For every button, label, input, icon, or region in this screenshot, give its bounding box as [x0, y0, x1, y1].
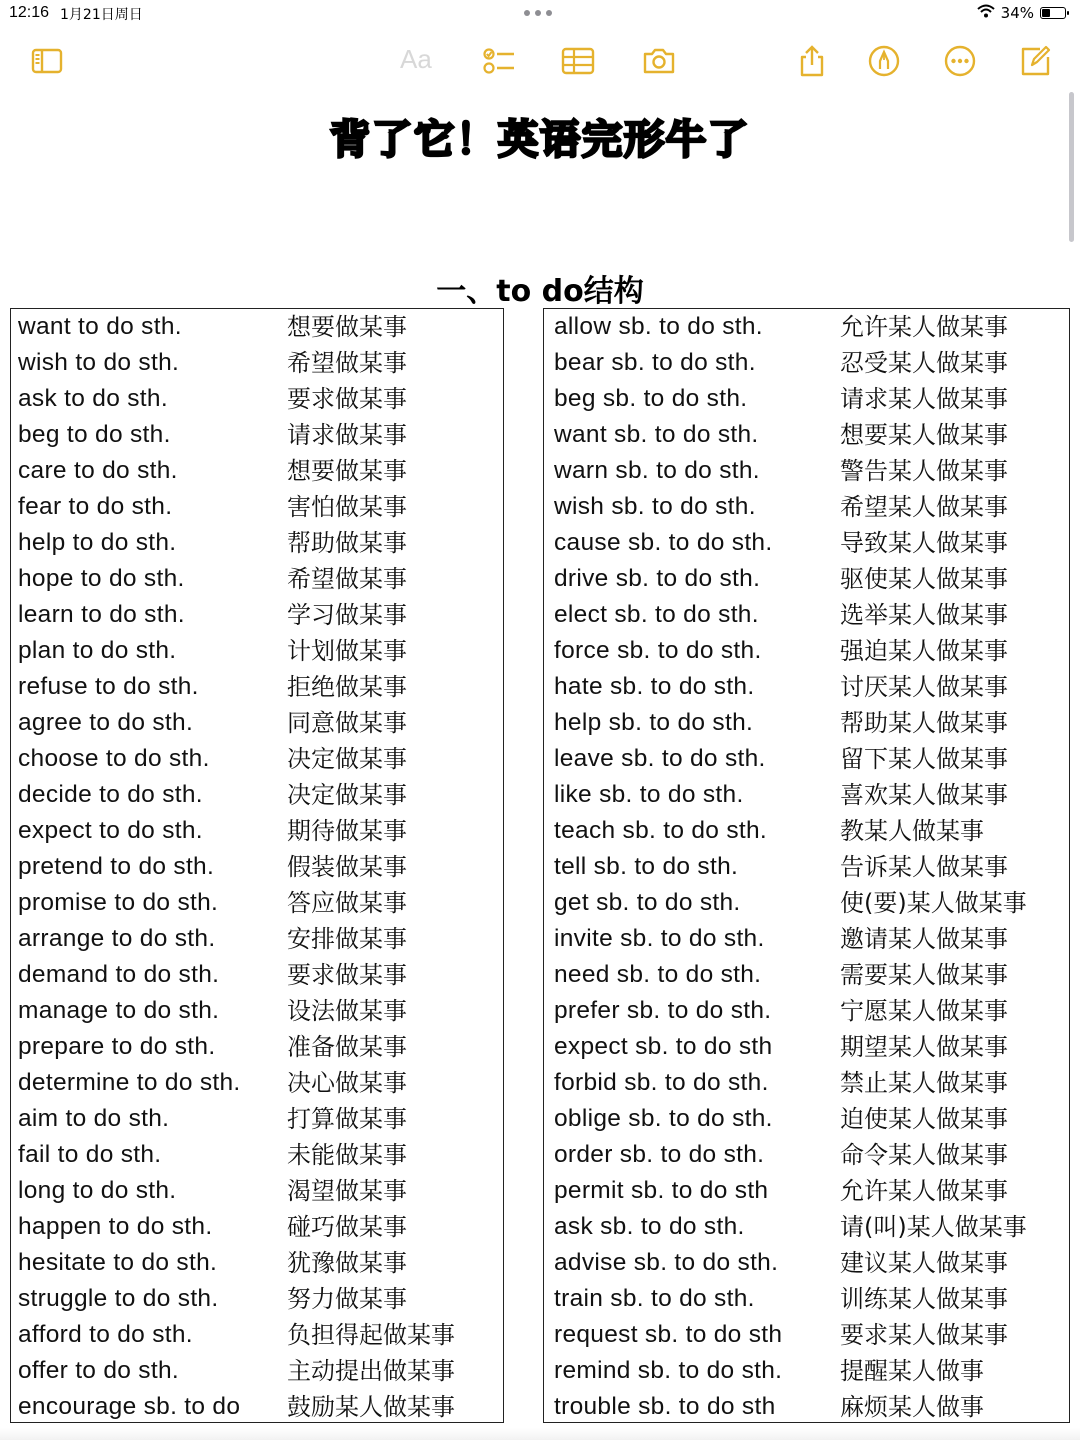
- phrase-row: [11, 1281, 503, 1317]
- phrase-chinese: 帮助某人做某事: [840, 709, 1008, 737]
- phrase-chinese: 邀请某人做某事: [840, 925, 1008, 953]
- phrase-row: [11, 669, 503, 705]
- phrase-chinese: 忍受某人做某事: [840, 349, 1008, 377]
- phrase-row: [544, 1245, 1069, 1281]
- phrase-chinese: 期望某人做某事: [840, 1033, 1008, 1061]
- battery-icon: [1040, 7, 1066, 19]
- phrase-chinese: 选举某人做某事: [840, 601, 1008, 629]
- phrase-chinese: 决心做某事: [287, 1069, 407, 1097]
- phrase-row: [544, 381, 1069, 417]
- phrase-row: [11, 309, 503, 345]
- phrase-row: [11, 1101, 503, 1137]
- phrase-chinese: 强迫某人做某事: [840, 637, 1008, 665]
- phrase-english: struggle to do sth.: [18, 1285, 219, 1312]
- bottom-edge: [0, 1428, 1080, 1440]
- phrase-chinese: 需要某人做某事: [840, 961, 1008, 989]
- phrase-english: advise sb. to do sth.: [554, 1249, 779, 1276]
- phrase-row: [11, 489, 503, 525]
- phrase-chinese: 告诉某人做某事: [840, 853, 1008, 881]
- phrase-row: [544, 1137, 1069, 1173]
- phrase-row: [544, 345, 1069, 381]
- phrase-chinese: 导致某人做某事: [840, 529, 1008, 557]
- phrase-english: elect sb. to do sth.: [554, 601, 759, 628]
- phrase-english: order sb. to do sth.: [554, 1141, 765, 1168]
- phrase-chinese: 负担得起做某事: [287, 1321, 455, 1349]
- phrase-english: beg to do sth.: [18, 421, 171, 448]
- phrase-row: [544, 885, 1069, 921]
- phrase-chinese: 主动提出做某事: [287, 1357, 455, 1385]
- phrase-english: prepare to do sth.: [18, 1033, 216, 1060]
- phrase-chinese: 要求做某事: [287, 385, 407, 413]
- phrase-row: [11, 633, 503, 669]
- phrase-english: teach sb. to do sth.: [554, 817, 768, 844]
- phrase-chinese: 提醒某人做事: [840, 1357, 984, 1385]
- phrase-english: hesitate to do sth.: [18, 1249, 218, 1276]
- phrase-english: ask sb. to do sth.: [554, 1213, 745, 1240]
- phrase-chinese: 努力做某事: [287, 1285, 407, 1313]
- phrase-english: cause sb. to do sth.: [554, 529, 773, 556]
- phrase-row: [11, 1065, 503, 1101]
- phrase-row: [11, 1137, 503, 1173]
- phrase-row: [544, 633, 1069, 669]
- battery-fill: [1042, 9, 1050, 17]
- phrase-chinese: 安排做某事: [287, 925, 407, 953]
- phrase-row: [11, 741, 503, 777]
- phrase-english: trouble sb. to do sth: [554, 1393, 776, 1420]
- phrase-chinese: 学习做某事: [287, 601, 407, 629]
- phrase-chinese: 犹豫做某事: [287, 1249, 407, 1277]
- phrase-chinese: 希望某人做某事: [840, 493, 1008, 521]
- phrase-chinese: 讨厌某人做某事: [840, 673, 1008, 701]
- phrase-chinese: 请求某人做某事: [840, 385, 1008, 413]
- phrase-english: long to do sth.: [18, 1177, 177, 1204]
- phrase-row: [11, 417, 503, 453]
- phrase-english: tell sb. to do sth.: [554, 853, 739, 880]
- phrase-row: [11, 849, 503, 885]
- phrase-english: ask to do sth.: [18, 385, 168, 412]
- phrase-english: choose to do sth.: [18, 745, 210, 772]
- phrase-row: [544, 1317, 1069, 1353]
- phrase-english: permit sb. to do sth: [554, 1177, 769, 1204]
- phrase-english: drive sb. to do sth.: [554, 565, 761, 592]
- phrase-english: help sb. to do sth.: [554, 709, 754, 736]
- phrase-english: refuse to do sth.: [18, 673, 199, 700]
- phrase-chinese: 计划做某事: [287, 637, 407, 665]
- share-icon[interactable]: [793, 42, 831, 80]
- phrase-row: [11, 1389, 503, 1425]
- phrase-chinese: 请(叫)某人做某事: [840, 1213, 1027, 1241]
- wifi-icon: [977, 4, 995, 22]
- phrase-row: [544, 849, 1069, 885]
- phrase-english: promise to do sth.: [18, 889, 219, 916]
- phrase-english: happen to do sth.: [18, 1213, 213, 1240]
- phrase-row: [544, 309, 1069, 345]
- phrase-chinese: 要求做某事: [287, 961, 407, 989]
- camera-icon[interactable]: [640, 42, 678, 80]
- phrase-chinese: 宁愿某人做某事: [840, 997, 1008, 1025]
- phrase-row: [11, 921, 503, 957]
- phrase-row: [544, 1353, 1069, 1389]
- phrase-row: [544, 921, 1069, 957]
- phrase-chinese: 帮助做某事: [287, 529, 407, 557]
- phrase-row: [544, 957, 1069, 993]
- phrase-chinese: 警告某人做某事: [840, 457, 1008, 485]
- format-text-button[interactable]: Aa: [400, 44, 432, 74]
- phrase-english: arrange to do sth.: [18, 925, 216, 952]
- phrase-english: forbid sb. to do sth.: [554, 1069, 769, 1096]
- phrase-chinese: 同意做某事: [287, 709, 407, 737]
- phrase-english: request sb. to do sth: [554, 1321, 783, 1348]
- phrase-english: remind sb. to do sth.: [554, 1357, 783, 1384]
- phrase-chinese: 想要做某事: [287, 313, 407, 341]
- phrase-english: offer to do sth.: [18, 1357, 179, 1384]
- phrase-english: pretend to do sth.: [18, 853, 215, 880]
- phrase-row: [544, 1029, 1069, 1065]
- phrase-chinese: 迫使某人做某事: [840, 1105, 1008, 1133]
- phrase-chinese: 希望做某事: [287, 565, 407, 593]
- phrase-row: [11, 561, 503, 597]
- phrase-row: [11, 345, 503, 381]
- scroll-indicator[interactable]: [1069, 92, 1074, 242]
- phrase-english: allow sb. to do sth.: [554, 313, 763, 340]
- left-phrase-list: [10, 308, 504, 1423]
- phrase-row: [544, 525, 1069, 561]
- phrase-english: train sb. to do sth.: [554, 1285, 755, 1312]
- phrase-row: [544, 1389, 1069, 1425]
- phrase-row: [11, 993, 503, 1029]
- phrase-chinese: 使(要)某人做某事: [840, 889, 1027, 917]
- phrase-row: [11, 1245, 503, 1281]
- phrase-english: fail to do sth.: [18, 1141, 162, 1168]
- phrase-chinese: 禁止某人做某事: [840, 1069, 1008, 1097]
- phrase-chinese: 建议某人做某事: [840, 1249, 1008, 1277]
- battery-percent: 34%: [1000, 4, 1034, 22]
- more-icon[interactable]: [941, 42, 979, 80]
- phrase-english: learn to do sth.: [18, 601, 185, 628]
- phrase-row: [544, 1101, 1069, 1137]
- phrase-chinese: 希望做某事: [287, 349, 407, 377]
- phrase-chinese: 允许某人做某事: [840, 1177, 1008, 1205]
- phrase-chinese: 要求某人做某事: [840, 1321, 1008, 1349]
- phrase-row: [11, 381, 503, 417]
- phrase-english: agree to do sth.: [18, 709, 194, 736]
- phrase-row: [544, 561, 1069, 597]
- phrase-row: [544, 453, 1069, 489]
- phrase-chinese: 请求做某事: [287, 421, 407, 449]
- phrase-english: like sb. to do sth.: [554, 781, 744, 808]
- phrase-row: [11, 777, 503, 813]
- status-time: 12:16: [9, 4, 50, 21]
- phrase-english: wish to do sth.: [18, 349, 180, 376]
- phrase-row: [11, 1173, 503, 1209]
- phrase-english: bear sb. to do sth.: [554, 349, 756, 376]
- phrase-chinese: 打算做某事: [287, 1105, 407, 1133]
- phrase-english: fear to do sth.: [18, 493, 173, 520]
- phrase-chinese: 决定做某事: [287, 745, 407, 773]
- phrase-chinese: 喜欢某人做某事: [840, 781, 1008, 809]
- status-bar: [0, 0, 1080, 28]
- phrase-english: prefer sb. to do sth.: [554, 997, 772, 1024]
- compose-icon[interactable]: [1016, 42, 1054, 80]
- phrase-row: [544, 1065, 1069, 1101]
- phrase-chinese: 训练某人做某事: [840, 1285, 1008, 1313]
- phrase-chinese: 教某人做某事: [840, 817, 984, 845]
- sidebar-icon[interactable]: [28, 42, 66, 80]
- phrase-english: aim to do sth.: [18, 1105, 170, 1132]
- phrase-row: [544, 813, 1069, 849]
- phrase-english: afford to do sth.: [18, 1321, 193, 1348]
- phrase-chinese: 答应做某事: [287, 889, 407, 917]
- phrase-english: beg sb. to do sth.: [554, 385, 748, 412]
- phrase-row: [544, 1281, 1069, 1317]
- phrase-row: [544, 417, 1069, 453]
- phrase-chinese: 麻烦某人做事: [840, 1393, 984, 1421]
- phrase-row: [544, 669, 1069, 705]
- multitasking-dots-icon[interactable]: [524, 10, 552, 16]
- phrase-english: hate sb. to do sth.: [554, 673, 755, 700]
- phrase-row: [11, 453, 503, 489]
- phrase-english: demand to do sth.: [18, 961, 220, 988]
- phrase-chinese: 允许某人做某事: [840, 313, 1008, 341]
- phrase-english: oblige sb. to do sth.: [554, 1105, 773, 1132]
- phrase-row: [544, 489, 1069, 525]
- phrase-chinese: 期待做某事: [287, 817, 407, 845]
- phrase-english: plan to do sth.: [18, 637, 177, 664]
- phrase-chinese: 碰巧做某事: [287, 1213, 407, 1241]
- phrase-chinese: 假装做某事: [287, 853, 407, 881]
- phrase-chinese: 渴望做某事: [287, 1177, 407, 1205]
- phrase-english: encourage sb. to do: [18, 1393, 241, 1420]
- phrase-row: [11, 813, 503, 849]
- phrase-chinese: 决定做某事: [287, 781, 407, 809]
- phrase-chinese: 准备做某事: [287, 1033, 407, 1061]
- phrase-english: determine to do sth.: [18, 1069, 241, 1096]
- phrase-english: care to do sth.: [18, 457, 178, 484]
- phrase-english: want to do sth.: [18, 313, 182, 340]
- phrase-row: [544, 777, 1069, 813]
- phrase-english: wish sb. to do sth.: [554, 493, 756, 520]
- phrase-row: [11, 1029, 503, 1065]
- phrase-english: decide to do sth.: [18, 781, 203, 808]
- phrase-row: [544, 993, 1069, 1029]
- phrase-english: invite sb. to do sth.: [554, 925, 765, 952]
- phrase-chinese: 留下某人做某事: [840, 745, 1008, 773]
- section-heading: 一、to do结构: [436, 274, 644, 309]
- phrase-english: need sb. to do sth.: [554, 961, 762, 988]
- checklist-icon[interactable]: [480, 42, 518, 80]
- status-right: [977, 4, 1066, 22]
- phrase-chinese: 拒绝做某事: [287, 673, 407, 701]
- phrase-english: help to do sth.: [18, 529, 177, 556]
- right-phrase-list: [543, 308, 1070, 1423]
- phrase-chinese: 命令某人做某事: [840, 1141, 1008, 1169]
- phrase-english: manage to do sth.: [18, 997, 220, 1024]
- phrase-row: [11, 1317, 503, 1353]
- phrase-chinese: 想要某人做某事: [840, 421, 1008, 449]
- phrase-row: [11, 525, 503, 561]
- phrase-chinese: 害怕做某事: [287, 493, 407, 521]
- phrase-english: want sb. to do sth.: [554, 421, 759, 448]
- phrase-english: warn sb. to do sth.: [554, 457, 760, 484]
- phrase-english: hope to do sth.: [18, 565, 185, 592]
- phrase-row: [544, 705, 1069, 741]
- phrase-row: [544, 1173, 1069, 1209]
- phrase-row: [11, 957, 503, 993]
- phrase-row: [11, 1353, 503, 1389]
- phrase-row: [11, 885, 503, 921]
- phrase-chinese: 未能做某事: [287, 1141, 407, 1169]
- phrase-english: expect to do sth.: [18, 817, 203, 844]
- phrase-chinese: 想要做某事: [287, 457, 407, 485]
- phrase-row: [11, 705, 503, 741]
- markup-icon[interactable]: [865, 42, 903, 80]
- phrase-row: [544, 1209, 1069, 1245]
- phrase-row: [544, 597, 1069, 633]
- phrase-row: [544, 741, 1069, 777]
- phrase-english: expect sb. to do sth: [554, 1033, 773, 1060]
- phrase-english: leave sb. to do sth.: [554, 745, 766, 772]
- phrase-chinese: 驱使某人做某事: [840, 565, 1008, 593]
- phrase-english: get sb. to do sth.: [554, 889, 741, 916]
- phrase-english: force sb. to do sth.: [554, 637, 762, 664]
- table-icon[interactable]: [559, 42, 597, 80]
- phrase-chinese: 鼓励某人做某事: [287, 1393, 455, 1421]
- notes-toolbar: [0, 36, 1080, 86]
- phrase-chinese: 设法做某事: [287, 997, 407, 1025]
- note-title: 背了它！英语完形牛了: [330, 117, 750, 163]
- phrase-row: [11, 1209, 503, 1245]
- phrase-row: [11, 597, 503, 633]
- status-date: 1月21日周日: [60, 7, 143, 23]
